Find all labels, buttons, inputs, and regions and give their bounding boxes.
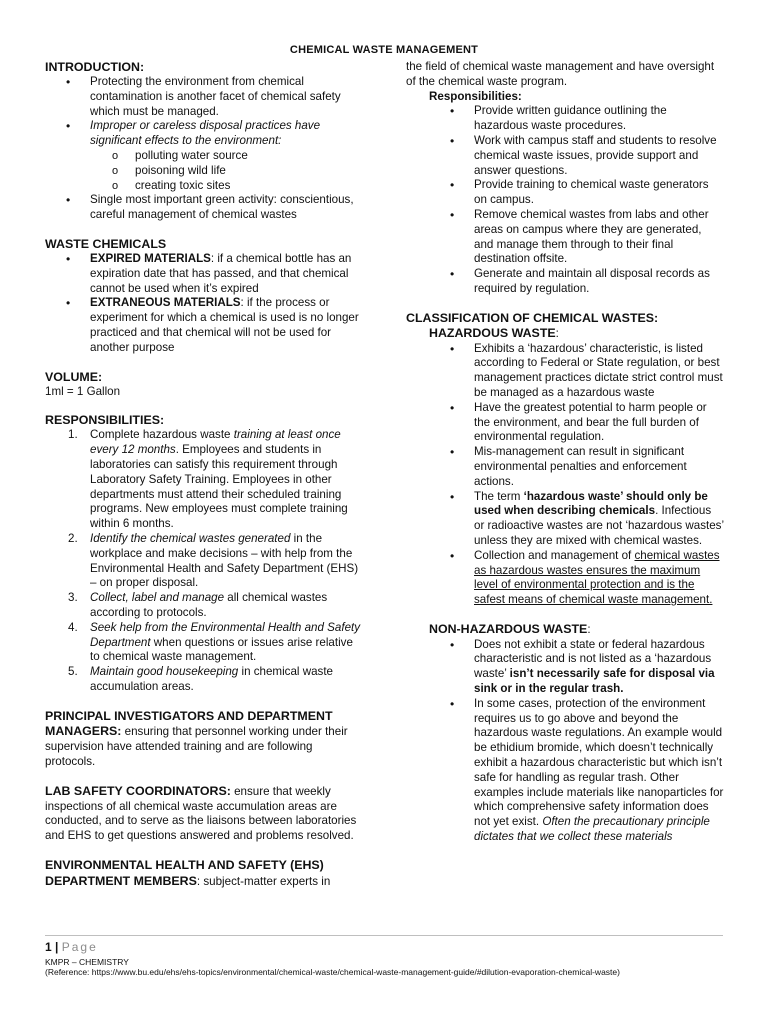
non-hazardous-waste-list <box>406 638 724 845</box>
list-item-text: Collection and management of <box>474 548 635 562</box>
volume-heading: VOLUME: <box>45 369 103 384</box>
list-item <box>406 445 724 489</box>
list-item-text: Have the greatest potential to harm people or the environment, and bear the full burden of environmental regulation. <box>474 400 707 444</box>
classification-heading: CLASSIFICATION OF CHEMICAL WASTES: <box>406 310 659 325</box>
sub-list-item <box>45 179 365 194</box>
page-number-value: 1 <box>45 940 52 954</box>
ehs-heading: ENVIRONMENTAL HEALTH AND SAFETY (EHS) DEPARTMENT MEMBERS <box>45 858 324 888</box>
introduction-list <box>45 75 365 223</box>
list-item <box>406 208 724 267</box>
list-item-text: The term <box>474 489 524 503</box>
hazardous-waste-label: HAZARDOUS WASTE <box>429 325 556 340</box>
extraneous-materials-label: EXTRANEOUS MATERIALS <box>90 296 241 310</box>
volume-text: 1ml = 1 Gallon <box>45 384 121 398</box>
paragraph-text: ensuring that personnel working under their supervision have attended training and are following protocols. <box>45 725 348 769</box>
list-item <box>45 193 365 223</box>
list-item-text: in chemical waste accumulation areas. <box>90 665 333 693</box>
footer-divider <box>45 935 723 936</box>
item-number: 3. <box>68 591 78 605</box>
list-item-emphasis: ‘hazardous waste’ should only be used when describing chemicals <box>474 489 708 518</box>
footer-course: KMPR – CHEMISTRY <box>45 957 129 967</box>
list-item-text: Improper or careless disposal practices have significant effects to the environment: <box>90 119 321 148</box>
list-item <box>45 621 365 665</box>
list-item-text: all chemical wastes according to protocols. <box>90 591 328 619</box>
list-item <box>45 75 365 119</box>
list-item <box>406 178 724 208</box>
list-item-text: in the workplace and make decisions – with help from the Environmental Health and Safety Department (EHS) – on proper disposal. <box>90 531 359 590</box>
list-item-emphasis: isn’t necessarily safe for disposal via sink or in the regular trash. <box>474 667 715 696</box>
list-item <box>406 490 724 549</box>
lab-safety-coordinators-heading: LAB SAFETY COORDINATORS: <box>45 783 231 798</box>
item-number: 4. <box>68 620 78 634</box>
list-item-text: Remove chemical wastes from labs and other areas on campus where they are generated, and manage them through to their final destination offsite. <box>474 207 709 266</box>
item-number: 2. <box>68 531 78 545</box>
list-item-text: Exhibits a ‘hazardous’ characteristic, is listed according to Federal or State regulation, or best management practices dictate strict control must be managed as a hazardous waste <box>474 341 723 399</box>
list-item <box>45 532 365 591</box>
list-item <box>45 428 365 532</box>
sub-list-item-text: creating toxic sites <box>135 178 231 192</box>
sub-list-item <box>45 149 365 164</box>
principal-investigators-heading: PRINCIPAL INVESTIGATORS AND DEPARTMENT MANAGERS: <box>45 708 333 739</box>
list-item <box>406 638 724 697</box>
paragraph-text: : subject-matter experts in <box>196 874 331 888</box>
waste-chemicals-heading: WASTE CHEMICALS <box>45 236 167 251</box>
list-item-emphasis: Identify the chemical wastes generated <box>90 531 291 545</box>
list-item-text: Complete hazardous waste <box>90 428 234 442</box>
list-item-emphasis: Often the precautionary principle dictates that we collect these materials <box>474 815 710 844</box>
ehs-paragraph <box>45 858 365 890</box>
list-item <box>406 267 724 297</box>
list-item-text: Mis-management can result in significant environmental penalties and enforcement actions. <box>474 445 687 488</box>
right-column <box>406 60 724 845</box>
list-item-text: In some cases, protection of the environment requires us to go above and beyond the hazardous waste regulations. An example would be ethidium bromide, which doesn’t technically exhibit a hazardous characteristic but which isn’t safe for handling as regular trash. Other examples include materials like nanoparticles for which comprehensive safety information does not yet exist. <box>474 696 724 829</box>
list-item-underlined: chemical wastes as hazardous wastes ensures the maximum level of environmental protection and is the safest means of chemical waste management. <box>474 548 720 607</box>
footer-reference: (Reference: https://www.bu.edu/ehs/ehs-topics/environmental/chemical-waste/chemical-waste-management-guide/#dilution-evaporation-chemical-waste) <box>45 967 620 977</box>
sub-list-item <box>45 164 365 179</box>
colon: : <box>587 622 591 636</box>
principal-investigators-paragraph <box>45 709 365 770</box>
expired-materials-label: EXPIRED MATERIALS <box>90 251 211 265</box>
colon: : <box>555 326 559 340</box>
ehs-responsibilities-heading: Responsibilities: <box>429 89 522 103</box>
list-item <box>406 549 724 608</box>
effects-sublist <box>45 149 365 193</box>
sub-list-item-text: polluting water source <box>135 148 248 162</box>
responsibilities-heading: RESPONSIBILITIES: <box>45 413 165 428</box>
list-item-text: when questions or issues arise relative to chemical waste management. <box>90 635 353 664</box>
page-title: CHEMICAL WASTE MANAGEMENT <box>289 44 479 56</box>
responsibilities-list <box>45 428 365 694</box>
list-item-emphasis: Seek help from the Environmental Health and Safety Department <box>90 620 361 649</box>
list-item <box>406 104 724 134</box>
non-hazardous-waste-label: NON-HAZARDOUS WASTE <box>429 621 588 636</box>
hazardous-waste-subheading <box>406 326 724 342</box>
item-number: 1. <box>68 428 78 442</box>
list-item <box>45 252 365 296</box>
page-word: Page <box>61 940 98 954</box>
lab-safety-coordinators-paragraph <box>45 784 365 844</box>
list-item <box>406 342 724 401</box>
waste-chemicals-list <box>45 252 365 356</box>
list-item-text: Does not exhibit a state or federal hazardous characteristic and is not listed as a ‘hazardous waste’ <box>474 637 712 681</box>
list-item <box>406 134 724 178</box>
list-item <box>45 119 365 193</box>
page-separator: | <box>51 940 62 954</box>
introduction-heading: INTRODUCTION: <box>45 60 145 74</box>
list-item-text: Generate and maintain all disposal records as required by regulation. <box>474 267 710 295</box>
list-item <box>45 665 365 695</box>
non-hazardous-waste-subheading <box>406 622 724 638</box>
item-number: 5. <box>68 665 78 679</box>
paragraph-text: ensure that weekly inspections of all chemical waste accumulation areas are conducted, and to serve as the liaisons between laboratories and EHS to get questions answered and problems resolved. <box>45 784 357 843</box>
list-item-text: Provide written guidance outlining the hazardous waste procedures. <box>474 104 667 133</box>
left-column <box>45 60 365 890</box>
list-item <box>406 697 724 845</box>
list-item-emphasis: Collect, label and manage <box>90 591 225 605</box>
list-item-text: Single most important green activity: conscientious, careful management of chemical wastes <box>90 193 354 222</box>
list-item-text: . Employees and students in laboratories can satisfy this requirement through Laboratory Safety Training. Employees in other departments must attend their scheduled training programs. New employees must complete training within 6 months. <box>90 443 348 531</box>
list-item-text: Protecting the environment from chemical contamination is another facet of chemical safety which must be managed. <box>90 75 341 118</box>
hazardous-waste-list <box>406 342 724 608</box>
list-item-emphasis: Maintain good housekeeping <box>90 665 239 679</box>
page-number <box>45 940 98 954</box>
list-item-emphasis: training at least once every 12 months <box>90 428 341 457</box>
list-item <box>406 401 724 445</box>
list-item <box>45 591 365 621</box>
ehs-responsibilities-list <box>406 104 724 296</box>
sub-list-item-text: poisoning wild life <box>135 163 226 177</box>
list-item-text: Provide training to chemical waste generators on campus. <box>474 178 709 207</box>
list-item <box>45 296 365 355</box>
ehs-paragraph-continued: the field of chemical waste management and have oversight of the chemical waste program. <box>406 60 715 88</box>
list-item-text: Work with campus staff and students to resolve chemical waste issues, provide support and answer questions. <box>474 133 717 177</box>
list-item-text: : if the process or experiment for which a chemical is used is no longer practiced and that chemical will not be used for another purpose <box>90 296 359 354</box>
list-item-text: : if a chemical bottle has an expiration date that has passed, and that chemical cannot be used when it’s expired <box>90 251 352 295</box>
list-item-text: . Infectious or radioactive wastes are not ‘hazardous wastes’ unless they are mixed with chemical wastes. <box>474 504 724 547</box>
